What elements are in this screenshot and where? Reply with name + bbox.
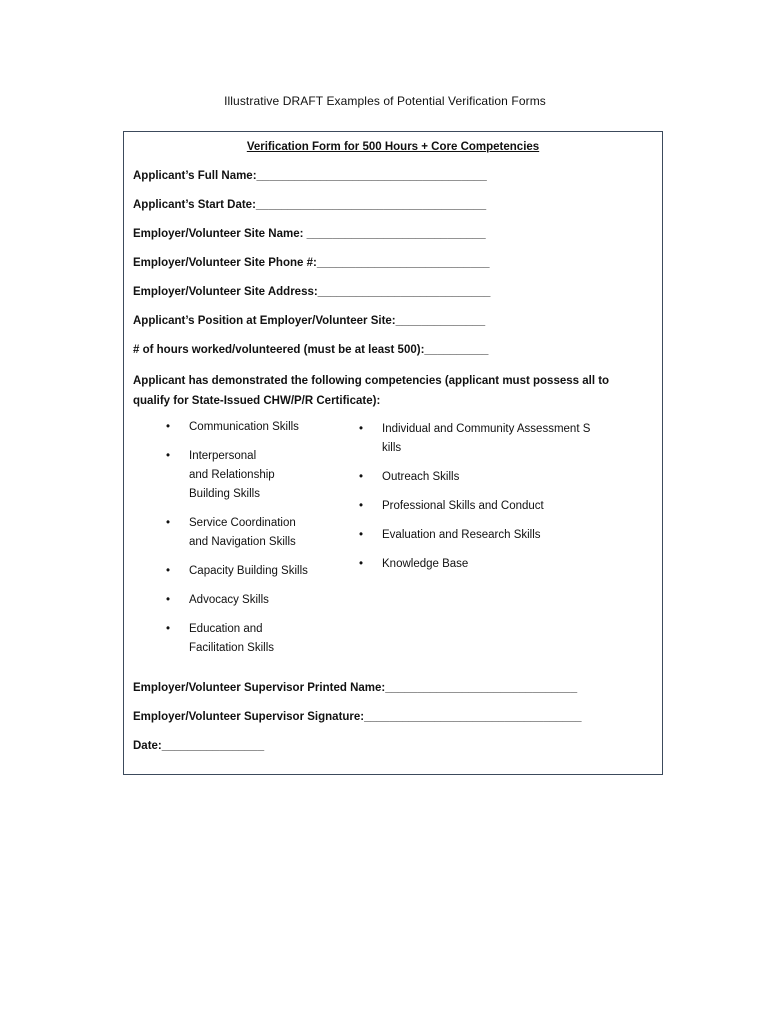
bullet-icon: • bbox=[166, 594, 171, 606]
competency-service-coordination: Service Coordination and Navigation Skills bbox=[189, 517, 296, 548]
hours-worked-field[interactable]: # of hours worked/volunteered (must be at least 500):__________ bbox=[133, 344, 489, 356]
competency-interpersonal: Interpersonal and Relationship Building Skills bbox=[189, 450, 275, 500]
competency-outreach: Outreach Skills bbox=[382, 471, 460, 483]
supervisor-signature-field[interactable]: Employer/Volunteer Supervisor Signature:__________________________________ bbox=[133, 711, 582, 723]
competency-professional: Professional Skills and Conduct bbox=[382, 500, 544, 512]
competency-intro: Applicant has demonstrated the following competencies (applicant must possess all to qualify for State-Issued CHW/P/R Certificate): bbox=[133, 375, 610, 407]
bullet-icon: • bbox=[359, 500, 364, 512]
bullet-icon: • bbox=[166, 565, 171, 577]
applicant-full-name-field[interactable]: Applicant’s Full Name:____________________________________ bbox=[133, 170, 487, 182]
competency-knowledge-base: Knowledge Base bbox=[382, 558, 469, 570]
competency-capacity-building: Capacity Building Skills bbox=[189, 565, 308, 577]
supervisor-printed-name-field[interactable]: Employer/Volunteer Supervisor Printed Name:______________________________ bbox=[133, 682, 578, 694]
competency-education: Education and Facilitation Skills bbox=[189, 623, 274, 654]
applicant-start-date-field[interactable]: Applicant’s Start Date:____________________________________ bbox=[133, 199, 487, 211]
competency-assessment: Individual and Community Assessment S kills bbox=[382, 423, 591, 454]
site-address-field[interactable]: Employer/Volunteer Site Address:___________________________ bbox=[133, 286, 491, 298]
bullet-icon: • bbox=[359, 529, 364, 541]
bullet-icon: • bbox=[359, 558, 364, 570]
competency-communication: Communication Skills bbox=[189, 421, 299, 433]
bullet-icon: • bbox=[166, 517, 171, 529]
bullet-icon: • bbox=[166, 450, 171, 462]
bullet-icon: • bbox=[166, 421, 171, 433]
applicant-position-field[interactable]: Applicant’s Position at Employer/Volunteer Site:______________ bbox=[133, 315, 486, 327]
bullet-icon: • bbox=[166, 623, 171, 635]
site-phone-field[interactable]: Employer/Volunteer Site Phone #:___________________________ bbox=[133, 257, 490, 269]
bullet-icon: • bbox=[359, 423, 364, 435]
page-heading: Illustrative DRAFT Examples of Potential Verification Forms bbox=[224, 94, 546, 108]
site-name-field[interactable]: Employer/Volunteer Site Name: ____________________________ bbox=[133, 228, 486, 240]
competency-evaluation: Evaluation and Research Skills bbox=[382, 529, 541, 541]
date-field[interactable]: Date:________________ bbox=[133, 740, 265, 752]
verification-form bbox=[123, 131, 663, 775]
bullet-icon: • bbox=[359, 471, 364, 483]
competency-advocacy: Advocacy Skills bbox=[189, 594, 269, 606]
form-title: Verification Form for 500 Hours + Core Competencies bbox=[246, 141, 540, 153]
